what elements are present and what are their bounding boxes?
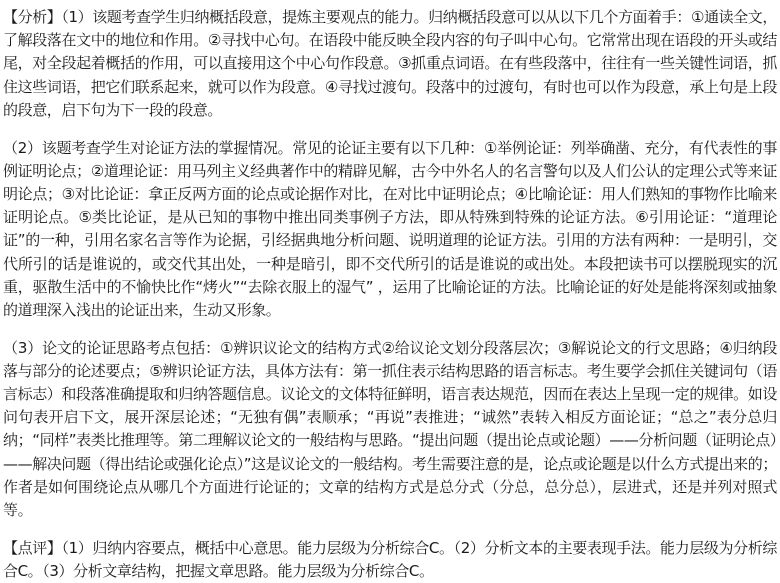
analysis-part-2-text: （2）该题考查学生对论证方法的掌握情况。常见的论证主要有以下几种：①举例论证：列举确凿、充分，有代表性的事例证明论点；②道理论证：用马列主义经典著作中的精辟见解，古今中外名人的名言警句以及人们公认的定理公式等来证明论点；③对比论证：拿正反两方面的论点或论据作对比，在对比中证明论点；④比喻论证：用人们熟知的事物作比喻来证明论点。⑤类比论证，是从已知的事物中推出同类事例子方法，即从特殊到特殊的论证方法。⑥引用论证：“道理论证”的一种，引用名家名言等作为论据，引经据典地分析问题、说明道理的论证方法。引用的方法有两种：一是明引，交代所引的话是谁说的，或交代其出处，一种是暗引，即不交代所引的话是谁说的或出处。本段把读书可以摆脱现实的沉重，驱散生活中的不愉快比作“烤火”“去除衣服上的湿气” ，运用了比喻论证的方法。比喻论证的好处是能将深刻或抽象的道理深入浅出的论证出来，生动又形象。 <box>3 138 777 319</box>
analysis-paragraph-2 <box>3 137 777 323</box>
comment-tag: 【点评】 <box>3 538 62 557</box>
analysis-paragraph-1 <box>3 6 777 122</box>
comment-text: （1）归纳内容要点，概括中心意思。能力层级为分析综合C。（2）分析文本的主要表现手法。能力层级为分析综合C。（3）分析文章结构，把握文章思路。能力层级为分析综合C。 <box>3 538 777 580</box>
analysis-part-3-text: （3）论文的论证思路考点包括：①辨识议论文的结构方式②给议论文划分段落层次；③解说论文的行文思路；④归纳段落与部分的论述要点；⑤辨识论证方法，具体方法有：第一抓住表示结构思路的语言标志。考生要学会抓住关键词句（语言标志）和段落准确提取和归纳答题信息。议论文的文体特征鲜明，语言表达规范，因而在表达上呈现一定的规律。如设问句表开启下文，展开深层论述；“无独有偶”表顺承；“再说”表推进；“诚然”表转入相反方面论证；“总之”表分总归纳；“同样”表类比推理等。第二理解议论文的一般结构与思路。“提出问题（提出论点或论题）——分析问题（证明论点）——解决问题（得出结论或强化论点）”这是议论文的一般结构。考生需要注意的是，论点或论题是以什么方式提出来的；作者是如何围绕论点从哪几个方面进行论证的；文章的结构方式是总分式（分总，总分总），层进式，还是并列对照式等。 <box>3 338 777 520</box>
comment-paragraph <box>3 537 777 583</box>
analysis-part-1-text: （1）该题考查学生归纳概括段意，提炼主要观点的能力。归纳概括段意可以从以下几个方面着手：①通读全文，了解段落在文中的地位和作用。②寻找中心句。在语段中能反映全段内容的句子叫中心句。它常常出现在语段的开头或结尾，对全段起着概括的作用，可以直接用这个中心句作段意。③抓重点词语。在有些段落中，往往有一些关键性词语，抓住这些词语，把它们联系起来，就可以作为段意。④寻找过渡句。段落中的过渡句，有时也可以作为段意，承上句是上段的段意，启下句为下一段的段意。 <box>3 8 778 119</box>
analysis-tag: 【分析】 <box>3 8 62 26</box>
analysis-paragraph-3 <box>3 337 777 523</box>
